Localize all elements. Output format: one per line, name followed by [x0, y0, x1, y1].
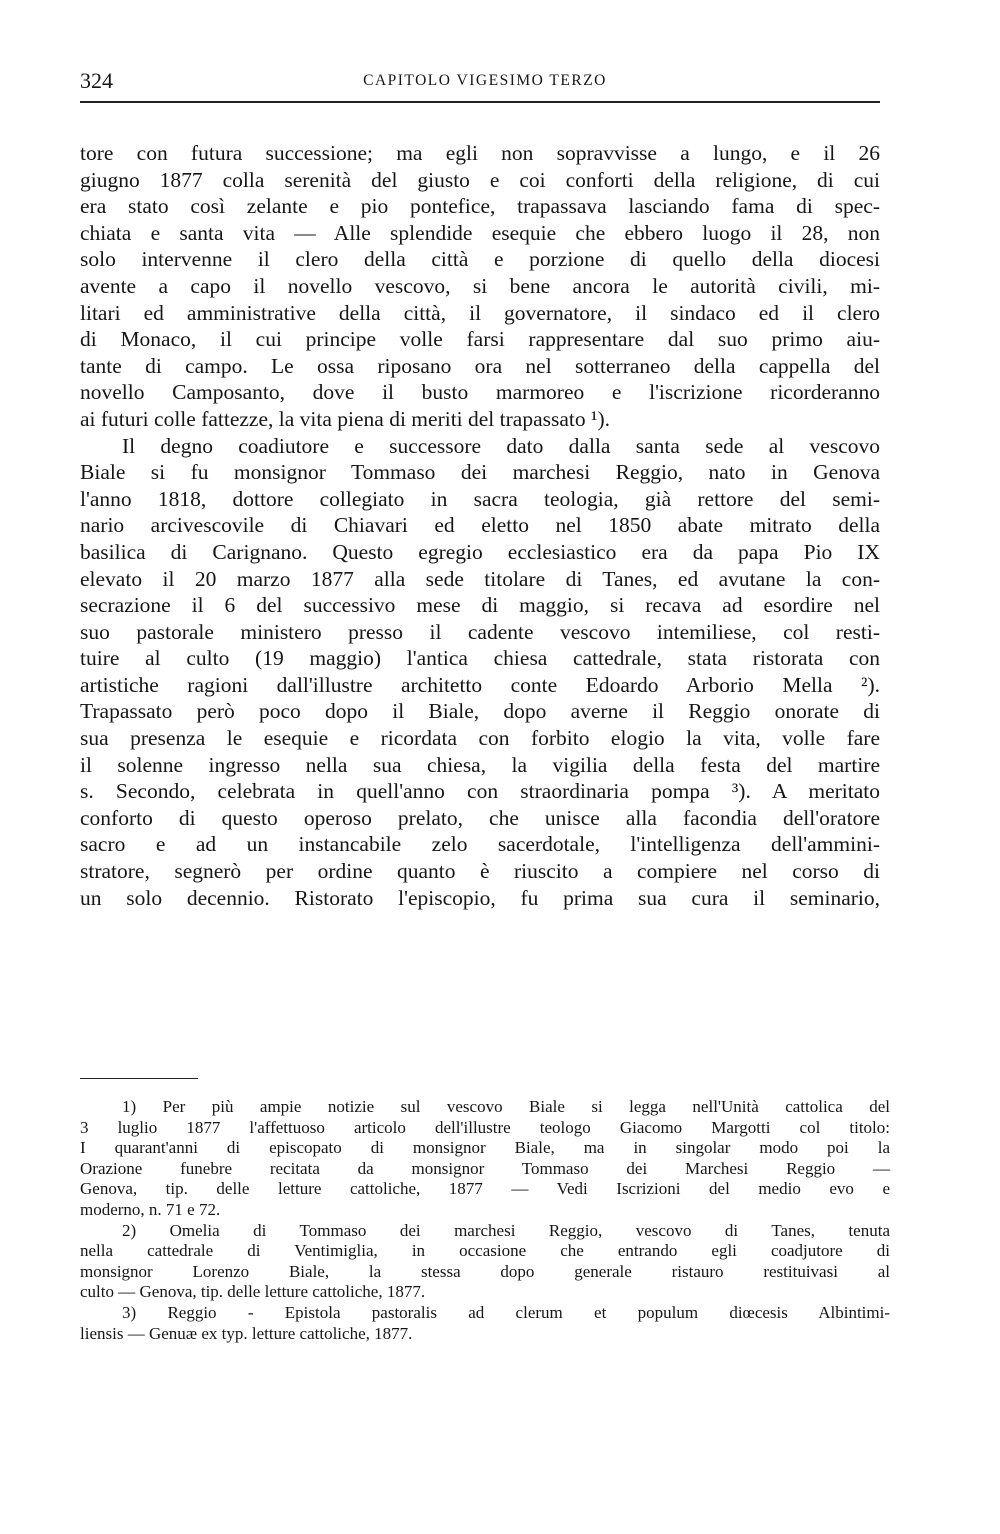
text-line: basilica di Carignano. Questo egregio ecclesiastico era da papa Pio IX: [80, 539, 880, 564]
text-line: nario arcivescovile di Chiavari ed eletto nel 1850 abate mitrato della: [80, 513, 880, 538]
text-line: era stato così zelante e pio pontefice, trapassava lasciando fama di spec-: [80, 194, 880, 219]
footnote-line: Orazione funebre recitata da monsignor Tommaso dei Marchesi Reggio —: [80, 1158, 890, 1178]
text-line: secrazione il 6 del successivo mese di maggio, si recava ad esordire nel: [80, 593, 880, 618]
text-line: elevato il 20 marzo 1877 alla sede titolare di Tanes, ed avutane la con-: [80, 566, 880, 591]
text-line: tante di campo. Le ossa riposano ora nel sotterraneo della cappella del: [80, 353, 880, 378]
footnote-line: 3) Reggio - Epistola pastoralis ad clerum et populum diœcesis Albintimi-: [122, 1302, 890, 1322]
text-line: sacro e ad un instancabile zelo sacerdotale, l'intelligenza dell'ammini-: [80, 832, 880, 857]
text-line: s. Secondo, celebrata in quell'anno con straordinaria pompa ³). A meritato: [80, 779, 880, 804]
footnote-line: nella cattedrale di Ventimiglia, in occasione che entrando egli coadjutore di: [80, 1241, 890, 1261]
text-line: ai futuri colle fattezze, la vita piena di meriti del trapassato ¹).: [80, 406, 610, 431]
running-title: CAPITOLO VIGESIMO TERZO: [363, 72, 607, 89]
text-line: novello Camposanto, dove il busto marmoreo e l'iscrizione ricorderanno: [80, 380, 880, 405]
footnote-rule: [80, 1078, 198, 1079]
footnote-line: monsignor Lorenzo Biale, la stessa dopo generale ristauro restituivasi al: [80, 1261, 890, 1281]
page-number: 324: [80, 68, 113, 93]
text-line: tuire al culto (19 maggio) l'antica chiesa cattedrale, stata ristorata con: [80, 646, 880, 671]
text-line: di Monaco, il cui principe volle farsi rappresentare dal suo primo aiu-: [80, 327, 880, 352]
text-line: conforto di questo operoso prelato, che unisce alla facondia dell'oratore: [80, 805, 880, 830]
footnote-line: 2) Omelia di Tommaso dei marchesi Reggio, vescovo di Tanes, tenuta: [122, 1220, 890, 1240]
text-line: suo pastorale ministero presso il cadente vescovo intemiliese, col resti-: [80, 619, 880, 644]
text-line: giugno 1877 colla serenità del giusto e coi conforti della religione, di cui: [80, 167, 880, 192]
footnote-line: 3 luglio 1877 l'affettuoso articolo dell'illustre teologo Giacomo Margotti col titolo:: [80, 1117, 890, 1137]
footnote-line: 1) Per più ampie notizie sul vescovo Biale si legga nell'Unità cattolica del: [122, 1097, 890, 1116]
footnote-line: I quarant'anni di episcopato di monsignor Biale, ma in singolar modo poi la: [80, 1138, 890, 1158]
text-line: un solo decennio. Ristorato l'episcopio, fu prima sua cura il seminario,: [80, 885, 880, 910]
text-line: chiata e santa vita — Alle splendide esequie che ebbero luogo il 28, non: [80, 220, 880, 245]
footnote-line: Genova, tip. delle letture cattoliche, 1877 — Vedi Iscrizioni del medio evo e: [80, 1179, 890, 1199]
header-rule: [80, 101, 880, 103]
text-line: tore con futura successione; ma egli non sopravvisse a lungo, e il 26: [80, 141, 880, 165]
footnote-line: liensis — Genuæ ex typ. letture cattoliche, 1877.: [80, 1323, 413, 1343]
text-line: avente a capo il novello vescovo, si bene ancora le autorità civili, mi-: [80, 273, 880, 298]
text-line: Biale si fu monsignor Tommaso dei marchesi Reggio, nato in Genova: [80, 460, 880, 485]
text-line: solo intervenne il clero della città e porzione di quello della diocesi: [80, 247, 880, 272]
text-line: litari ed amministrative della città, il governatore, il sindaco ed il clero: [80, 300, 880, 325]
text-line: Trapassato però poco dopo il Biale, dopo averne il Reggio onorate di: [80, 699, 880, 724]
footnotes: [80, 1097, 890, 1344]
text-line: stratore, segnerò per ordine quanto è riuscito a compiere nel corso di: [80, 859, 880, 884]
footnote-line: moderno, n. 71 e 72.: [80, 1199, 221, 1219]
text-line: artistiche ragioni dall'illustre architetto conte Edoardo Arborio Mella ²).: [80, 672, 880, 697]
text-line: Il degno coadiutore e successore dato dalla santa sede al vescovo: [122, 433, 880, 458]
text-line: sua presenza le esequie e ricordata con forbito elogio la vita, volle fare: [80, 726, 880, 751]
page-header: [80, 68, 890, 98]
text-line: il solenne ingresso nella sua chiesa, la vigilia della festa del martire: [80, 752, 880, 777]
body-text: [80, 140, 880, 911]
text-line: l'anno 1818, dottore collegiato in sacra teologia, già rettore del semi-: [80, 486, 880, 511]
footnote-line: culto — Genova, tip. delle letture cattoliche, 1877.: [80, 1282, 426, 1302]
